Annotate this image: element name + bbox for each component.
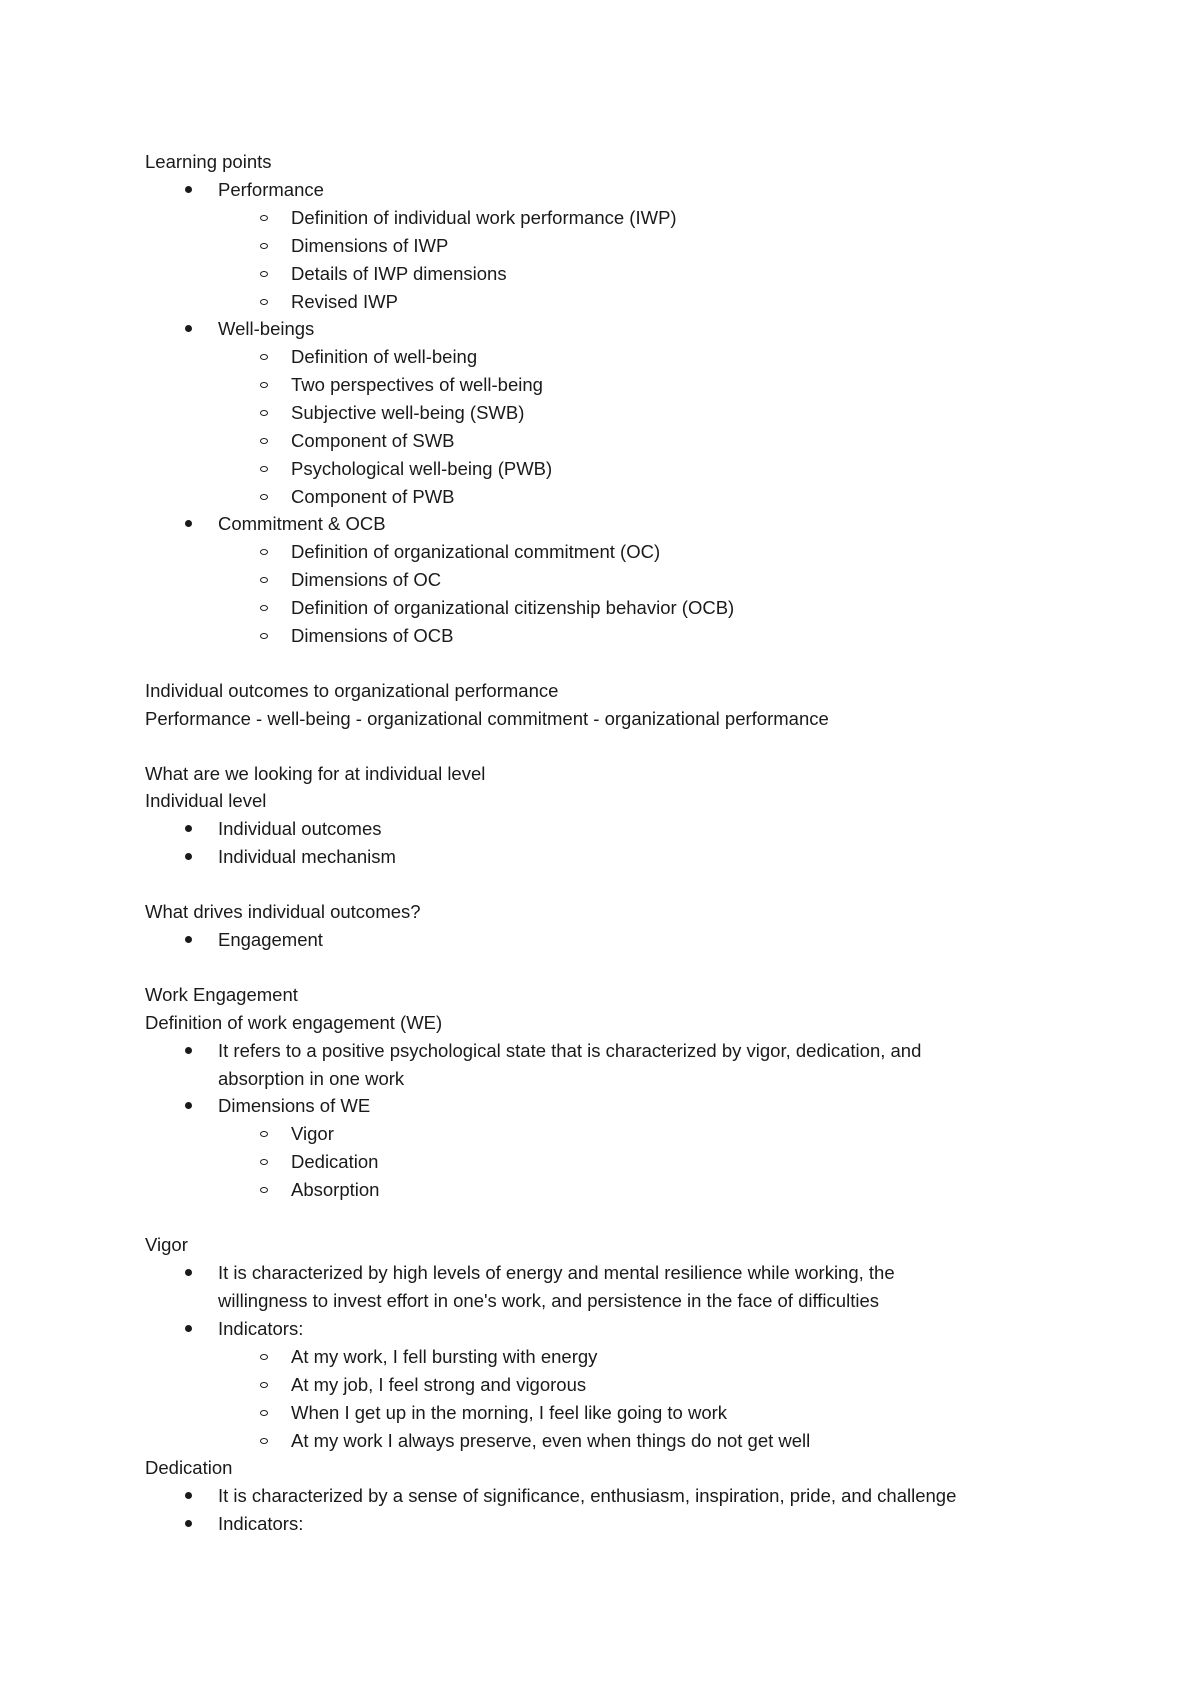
sub-bullet-item: At my work I always preserve, even when things do not get well [291, 1430, 811, 1451]
bullet-item: Well-beings [218, 318, 315, 339]
sub-bullet-item: Definition of individual work performance (IWP) [291, 207, 677, 228]
hollow-bullet-icon [260, 215, 268, 221]
sub-bullet-item: Component of PWB [291, 486, 455, 507]
heading: What drives individual outcomes? [145, 901, 421, 922]
sub-bullet-item: Dedication [291, 1151, 379, 1172]
heading: Dedication [145, 1457, 233, 1478]
bullet-item: Commitment & OCB [218, 513, 386, 534]
bullet-icon [185, 1269, 192, 1276]
bullet-icon [185, 1102, 192, 1109]
heading: Learning points [145, 151, 272, 172]
bullet-item: Individual outcomes [218, 818, 382, 839]
bullet-icon [185, 1047, 192, 1054]
sub-bullet-item: Dimensions of OC [291, 569, 442, 590]
heading: Vigor [145, 1234, 188, 1255]
bullet-icon [185, 1520, 192, 1527]
hollow-bullet-icon [260, 271, 268, 277]
sub-bullet-item: Subjective well-being (SWB) [291, 402, 525, 423]
sub-bullet-item: Component of SWB [291, 430, 455, 451]
bullet-item: It is characterized by a sense of significance, enthusiasm, inspiration, pride, and challenge [218, 1485, 957, 1506]
heading: Work Engagement [145, 984, 298, 1005]
bullet-item: Engagement [218, 929, 323, 950]
sub-bullet-item: Revised IWP [291, 291, 398, 312]
hollow-bullet-icon [260, 1354, 268, 1360]
sub-bullet-item: At my job, I feel strong and vigorous [291, 1374, 587, 1395]
bullet-item: Indicators: [218, 1513, 304, 1534]
sub-bullet-item: When I get up in the morning, I feel like going to work [291, 1402, 728, 1423]
bullet-item: Indicators: [218, 1318, 304, 1339]
heading: What are we looking for at individual level [145, 763, 486, 784]
hollow-bullet-icon [260, 1382, 268, 1388]
sub-bullet-item: Two perspectives of well-being [291, 374, 543, 395]
sub-bullet-item: Definition of well-being [291, 346, 478, 367]
heading: Individual outcomes to organizational performance [145, 680, 559, 701]
sub-bullet-item: Dimensions of OCB [291, 625, 454, 646]
bullet-item: absorption in one work [218, 1068, 405, 1089]
hollow-bullet-icon [260, 466, 268, 472]
sub-bullet-item: Vigor [291, 1123, 334, 1144]
hollow-bullet-icon [260, 605, 268, 611]
bullet-icon [185, 186, 192, 193]
bullet-icon [185, 936, 192, 943]
bullet-item: willingness to invest effort in one's work, and persistence in the face of difficulties [218, 1290, 879, 1311]
sub-bullet-item: Dimensions of IWP [291, 235, 449, 256]
sub-bullet-item: Details of IWP dimensions [291, 263, 507, 284]
hollow-bullet-icon [260, 410, 268, 416]
heading: Individual level [145, 790, 267, 811]
hollow-bullet-icon [260, 549, 268, 555]
bullet-icon [185, 325, 192, 332]
bullet-icon [185, 1325, 192, 1332]
bullet-icon [185, 853, 192, 860]
hollow-bullet-icon [260, 1131, 268, 1137]
heading: Definition of work engagement (WE) [145, 1012, 443, 1033]
hollow-bullet-icon [260, 1187, 268, 1193]
bullet-item: Performance [218, 179, 324, 200]
sub-bullet-item: Psychological well-being (PWB) [291, 458, 553, 479]
bullet-icon [185, 1492, 192, 1499]
hollow-bullet-icon [260, 354, 268, 360]
bullet-item: It refers to a positive psychological state that is characterized by vigor, dedication, and [218, 1040, 922, 1061]
hollow-bullet-icon [260, 1410, 268, 1416]
hollow-bullet-icon [260, 494, 268, 500]
bullet-item: Individual mechanism [218, 846, 396, 867]
hollow-bullet-icon [260, 382, 268, 388]
bullet-icon [185, 520, 192, 527]
sub-bullet-item: Absorption [291, 1179, 380, 1200]
hollow-bullet-icon [260, 577, 268, 583]
sub-bullet-item: At my work, I fell bursting with energy [291, 1346, 598, 1367]
bullet-icon [185, 825, 192, 832]
hollow-bullet-icon [260, 1159, 268, 1165]
hollow-bullet-icon [260, 243, 268, 249]
heading: Performance - well-being - organizational commitment - organizational performance [145, 708, 829, 729]
hollow-bullet-icon [260, 1438, 268, 1444]
hollow-bullet-icon [260, 299, 268, 305]
bullet-item: Dimensions of WE [218, 1095, 371, 1116]
hollow-bullet-icon [260, 633, 268, 639]
hollow-bullet-icon [260, 438, 268, 444]
sub-bullet-item: Definition of organizational commitment (OC) [291, 541, 661, 562]
bullet-item: It is characterized by high levels of energy and mental resilience while working, the [218, 1262, 895, 1283]
sub-bullet-item: Definition of organizational citizenship behavior (OCB) [291, 597, 735, 618]
